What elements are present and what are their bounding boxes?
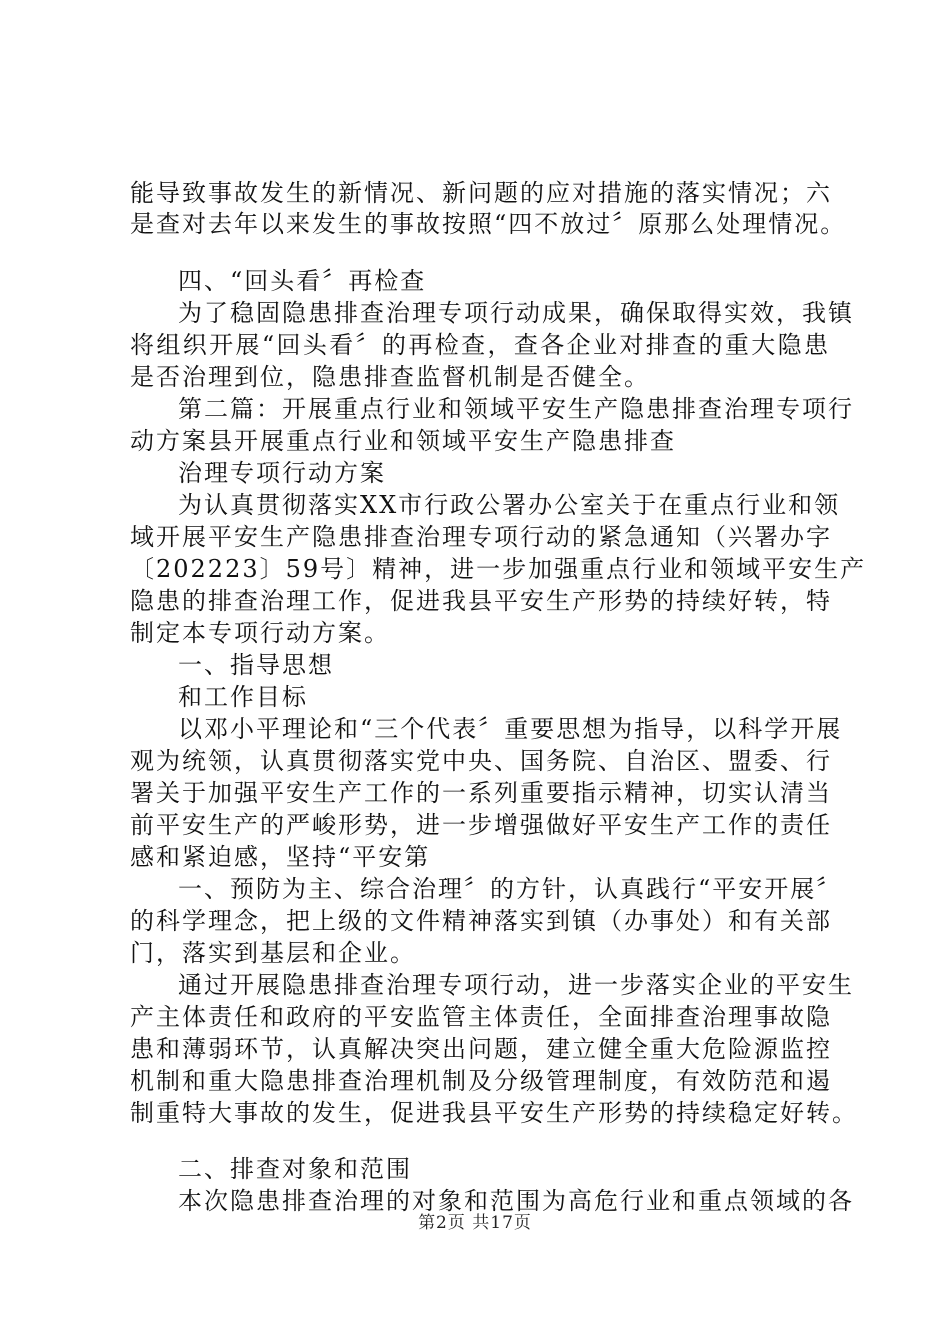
text-line: 患和薄弱环节，认真解决突出问题，建立健全重大危险源监控 (130, 1035, 832, 1063)
text-line: 是查对去年以来发生的事故按照“四不放过〞原那么处理情况。 (130, 210, 847, 238)
text-line: 前平安生产的严峻形势，进一步增强做好平安生产工作的责任 (130, 811, 832, 839)
section-heading: 和工作目标 (178, 683, 308, 711)
text-line: 为认真贯彻落实XX市行政公署办公室关于在重点行业和领 (178, 491, 841, 519)
section-heading: 一、指导思想 (178, 651, 334, 679)
section-heading: 二、排查对象和范围 (178, 1155, 412, 1183)
chapter-heading: 动方案县开展重点行业和领域平安生产隐患排查 (130, 427, 676, 455)
text-line: 机制和重大隐患排查治理机制及分级管理制度，有效防范和遏 (130, 1067, 832, 1095)
text-line: 域开展平安生产隐患排查治理专项行动的紧急通知（兴署办字 (130, 523, 832, 551)
text-line: 〔202223〕59号〕精神，进一步加强重点行业和领域平安生产 (130, 555, 867, 583)
text-line: 一、预防为主、综合治理〞的方针，认真践行“平安开展〞 (178, 875, 843, 903)
text-line: 制定本专项行动方案。 (130, 619, 390, 647)
text-line: 是否治理到位，隐患排查监督机制是否健全。 (130, 363, 650, 391)
text-line: 将组织开展“回头看〞的再检查，查各企业对排查的重大隐患 (130, 331, 830, 359)
text-line: 为了稳固隐患排查治理专项行动成果，确保取得实效，我镇 (178, 299, 854, 327)
page-number-footer: 第2页 共17页 (418, 1213, 532, 1233)
text-line: 门，落实到基层和企业。 (130, 939, 416, 967)
section-heading: 四、“回头看〞再检查 (178, 267, 427, 295)
text-line: 感和紧迫感，坚持“平安第 (130, 843, 431, 871)
text-line: 观为统领，认真贯彻落实党中央、国务院、自治区、盟委、行 (130, 747, 832, 775)
text-line: 隐患的排查治理工作，促进我县平安生产形势的持续好转，特 (130, 587, 832, 615)
text-line: 通过开展隐患排查治理专项行动，进一步落实企业的平安生 (178, 971, 854, 999)
text-line: 制重特大事故的发生，促进我县平安生产形势的持续稳定好转。 (130, 1099, 858, 1127)
text-line: 产主体责任和政府的平安监管主体责任，全面排查治理事故隐 (130, 1003, 832, 1031)
text-line: 以邓小平理论和“三个代表〞重要思想为指导，以科学开展 (178, 715, 843, 743)
chapter-heading: 第二篇：开展重点行业和领域平安生产隐患排查治理专项行 (178, 395, 854, 423)
text-line: 的科学理念，把上级的文件精神落实到镇（办事处）和有关部 (130, 907, 832, 935)
text-line: 能导致事故发生的新情况、新问题的应对措施的落实情况；六 (130, 179, 832, 207)
chapter-heading: 治理专项行动方案 (178, 459, 386, 487)
text-line: 本次隐患排查治理的对象和范围为高危行业和重点领域的各 (178, 1187, 854, 1215)
text-line: 署关于加强平安生产工作的一系列重要指示精神，切实认清当 (130, 779, 832, 807)
